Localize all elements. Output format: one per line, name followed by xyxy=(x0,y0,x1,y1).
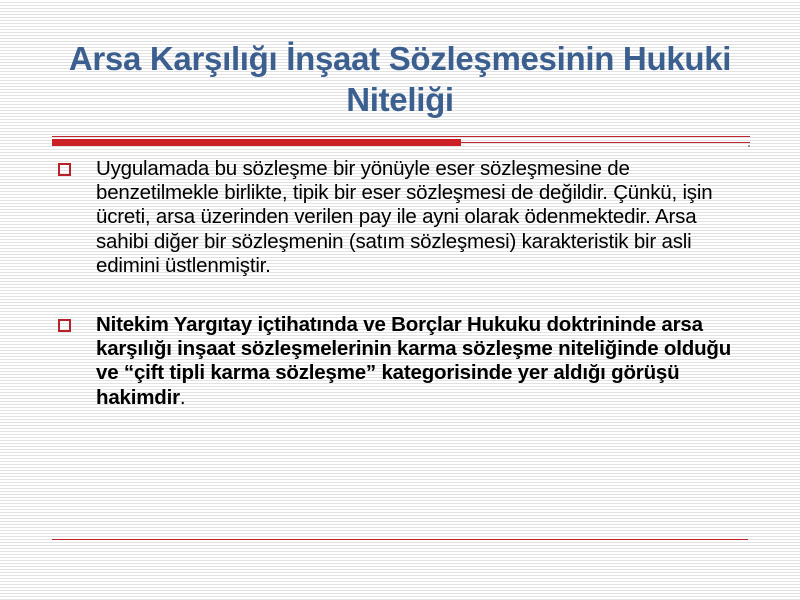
bullet-text-2-bold: Nitekim Yargıtay içtihatında ve Borçlar Hukuku doktrininde arsa karşılığı inşaat sözleşmelerinin karma sözleşme niteliğinde olduğu ve “çift tipli karma sözleşme” kategorisinde yer aldığı görüşü hakimdir xyxy=(96,313,732,409)
footer-divider-line xyxy=(52,539,748,540)
bullet-item-2 xyxy=(56,313,746,410)
hollow-square-bullet-icon xyxy=(58,163,71,176)
bullet-text-1: Uygulamada bu sözleşme bir yönüyle eser sözleşmesine de benzetilmekle birlikte, tipik bir eser sözleşmesi de değildir. Çünkü, işin ücreti, arsa üzerinden verilen pay ile ayni olarak ödenmektedir. Arsa sahibi diğer bir sözleşmenin (satım sözleşmesi) karakteristik bir asli edimini üstlenmiştir. xyxy=(96,157,713,277)
title-divider-thick-bar xyxy=(52,139,461,146)
bullet-item-1 xyxy=(56,157,746,278)
hollow-square-bullet-icon xyxy=(58,319,71,332)
title-divider-top-line xyxy=(52,136,750,137)
title-divider-right-line xyxy=(461,142,750,143)
bullet-text-2-period: . xyxy=(179,385,186,409)
slide-title: Arsa Karşılığı İnşaat Sözleşmesinin Hukuki Niteliği xyxy=(68,40,732,118)
bullet-list xyxy=(56,157,746,410)
divider-end-tick xyxy=(748,145,750,147)
